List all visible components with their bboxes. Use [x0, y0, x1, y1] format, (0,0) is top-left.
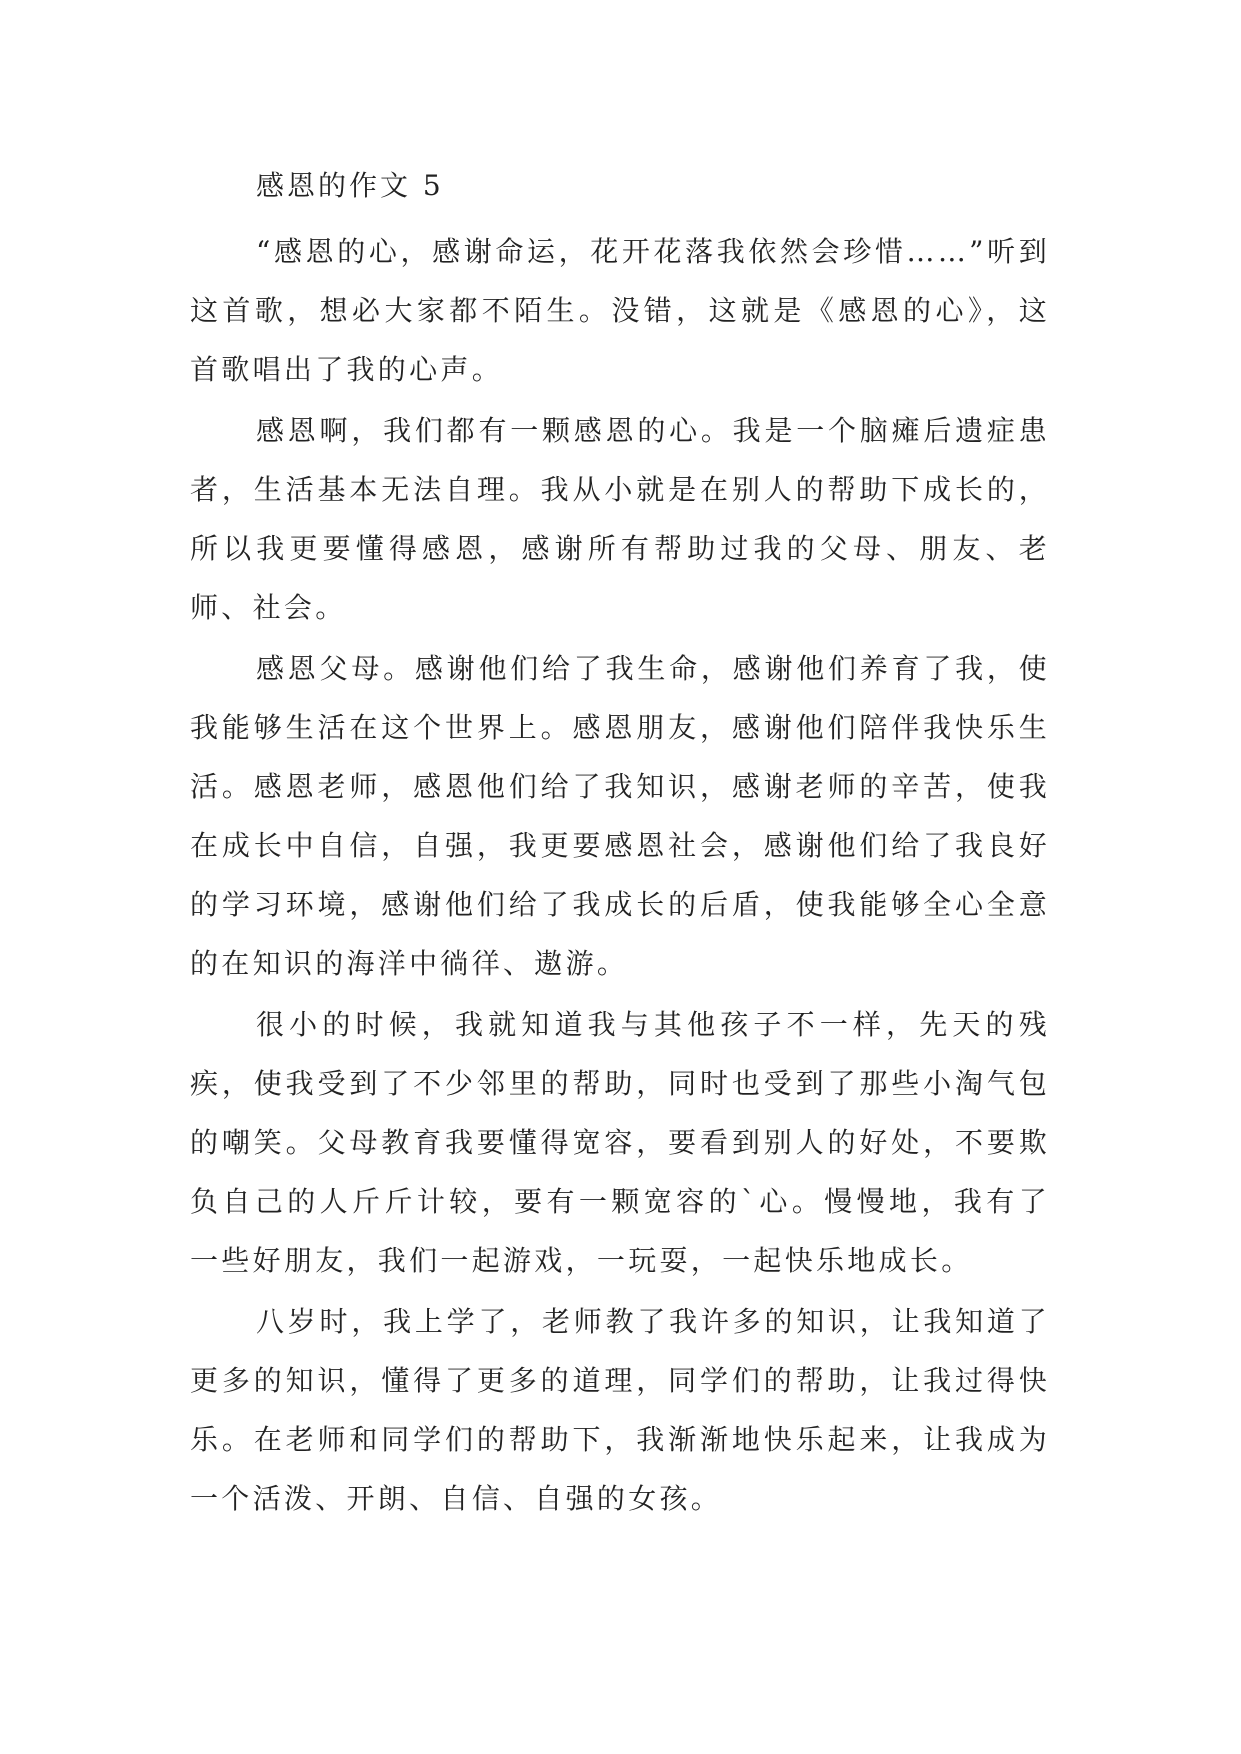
paragraph-3: 感恩父母。感谢他们给了我生命，感谢他们养育了我，使我能够生活在这个世界上。感恩朋友，感谢他们陪伴我快乐生活。感恩老师，感恩他们给了我知识，感谢老师的辛苦，使我在成长中自信，自强，我更要感恩社会，感谢他们给了我良好的学习环境，感谢他们给了我成长的后盾，使我能够全心全意的在知识的海洋中徜徉、遨游。 — [190, 652, 1050, 980]
paragraph-4: 很小的时候，我就知道我与其他孩子不一样，先天的残疾，使我受到了不少邻里的帮助，同时也受到了那些小淘气包的嘲笑。父母教育我要懂得宽容，要看到别人的好处，不要欺负自己的人斤斤计较，要有一颗宽容的`心。慢慢地，我有了一些好朋友，我们一起游戏，一玩耍，一起快乐地成长。 — [190, 1008, 1050, 1277]
document-body — [190, 222, 1050, 1528]
paragraph-2: 感恩啊，我们都有一颗感恩的心。我是一个脑瘫后遗症患者，生活基本无法自理。我从小就是在别人的帮助下成长的，所以我更要懂得感恩，感谢所有帮助过我的父母、朋友、老师、社会。 — [190, 414, 1050, 624]
paragraph-1: “感恩的心，感谢命运，花开花落我依然会珍惜……”听到这首歌，想必大家都不陌生。没错，这就是《感恩的心》，这首歌唱出了我的心声。 — [190, 235, 1050, 386]
document-title: 感恩的作文 5 — [256, 169, 444, 202]
paragraph-5: 八岁时，我上学了，老师教了我许多的知识，让我知道了更多的知识，懂得了更多的道理，同学们的帮助，让我过得快乐。在老师和同学们的帮助下，我渐渐地快乐起来，让我成为一个活泼、开朗、自信、自强的女孩。 — [190, 1305, 1050, 1515]
